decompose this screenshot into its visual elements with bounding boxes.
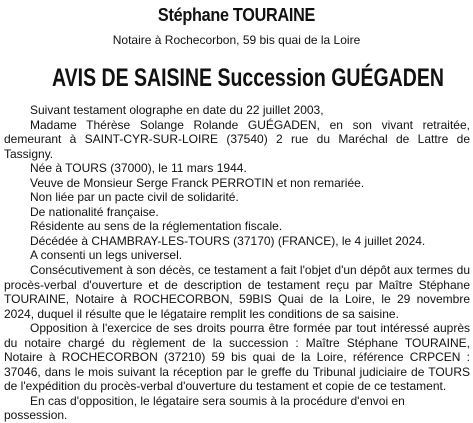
notary-name: Stéphane TOURAINE	[157, 5, 316, 25]
paragraph-residence: Résidente au sens de la réglementation fiscale.	[30, 219, 283, 234]
notice-title: AVIS DE SAISINE Succession GUÉGADEN	[52, 64, 444, 92]
paragraph-deposit: Consécutivement à son décès, ce testament a fait l'objet d'un dépôt aux termes du procès-verbal d'ouverture et de description de testament reçu par Maître Stéphane TOURAINE, Notaire à ROCHECORBON, 59BIS Quai de la Loire, le 29 novembre 2024, duquel il résulte que le légataire remplit les conditions de sa saisine.	[4, 263, 470, 321]
paragraph-opposition: Opposition à l'exercice de ses droits pourra être formée par tout intéressé auprès du notaire chargé du règlement de la succession : Maître Stéphane TOURAINE, Notaire à ROCHECORBON (37210) 59 bis quai de la Loire, référence CRPCEN : 37046, dans le mois suivant la réception par le greffe du Tribunal judiciaire de TOURS de l'expédition du procès-verbal d'ouverture du testament et copie de ce testament.	[4, 321, 470, 394]
paragraph-birth: Née à TOURS (37000), le 11 mars 1944.	[30, 161, 247, 176]
paragraph-testament-date: Suivant testament olographe en date du 22 juillet 2003,	[30, 103, 324, 117]
notary-address: Notaire à Rochecorbon, 59 bis quai de la Loire	[112, 33, 361, 47]
paragraph-legacy: A consenti un legs universel.	[30, 248, 183, 263]
paragraph-death: Décédée à CHAMBRAY-LES-TOURS (37170) (FRANCE), le 4 juillet 2024.	[30, 233, 426, 248]
paragraph-marital-status: Veuve de Monsieur Serge Franck PERROTIN et non remariée.	[30, 175, 365, 190]
paragraph-deceased-identity: Madame Thérèse Solange Rolande GUÉGADEN, en son vivant retraitée, demeurant à SAINT-CYR-SUR-LOIRE (37540) 2 rue du Maréchal de Lattre de Tassigny.	[4, 117, 470, 161]
paragraph-nationality: De nationalité française.	[30, 204, 159, 219]
paragraph-possession: En cas d'opposition, le légataire sera soumis à la procédure d'envoi en possession.	[4, 393, 405, 423]
paragraph-pacs: Non liée par un pacte civil de solidarité.	[30, 190, 239, 205]
notice-body	[4, 103, 470, 423]
